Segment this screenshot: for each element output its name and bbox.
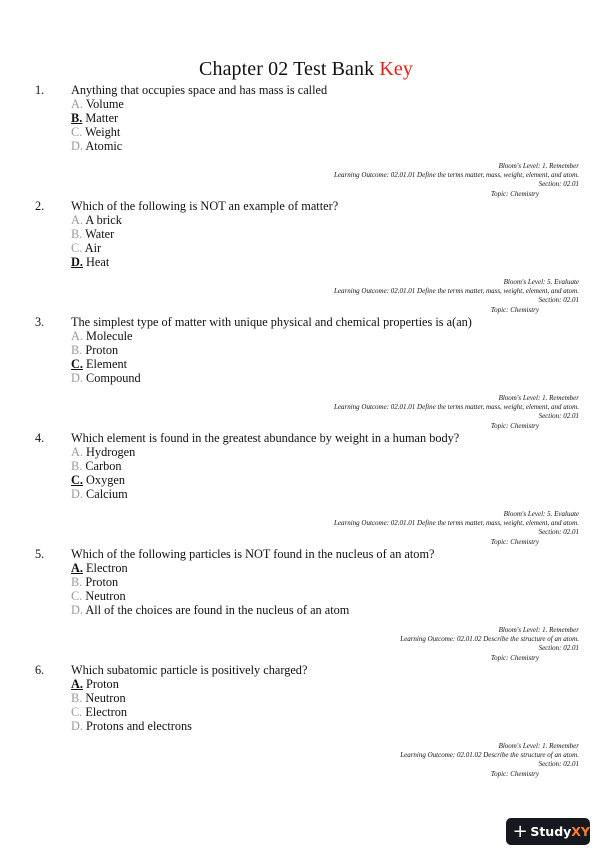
- learning-outcome: Learning Outcome: 02.01.01 Define the terms matter, mass, weight, element, and atom.: [334, 287, 579, 296]
- choice-text: Matter: [85, 111, 119, 125]
- topic-label: Topic: Chemistry: [490, 421, 539, 430]
- choice-letter: C.: [71, 705, 83, 719]
- brand-word-study: Study: [530, 824, 572, 839]
- question-metadata: [334, 510, 579, 547]
- topic-label: Topic: Chemistry: [490, 305, 539, 314]
- choice-text: Carbon: [85, 459, 122, 473]
- choice-text: Air: [84, 241, 102, 255]
- choice-text: Atomic: [85, 139, 123, 153]
- choice-letter: C.: [71, 241, 83, 255]
- question-stem: Anything that occupies space and has mass is called: [71, 83, 328, 97]
- choice-a: [71, 213, 122, 227]
- choice-letter: C.: [71, 589, 83, 603]
- choice-letter: A.: [71, 213, 83, 227]
- choice-a: [71, 677, 192, 691]
- choice-text: Protons and electrons: [86, 719, 192, 733]
- choice-letter: B.: [71, 459, 83, 473]
- choice-text: Neutron: [85, 589, 126, 603]
- choice-text: A brick: [85, 213, 122, 227]
- choice-text: Calcium: [86, 487, 128, 501]
- choice-letter: D.: [71, 255, 83, 269]
- choice-text: Proton: [86, 677, 119, 691]
- learning-outcome: Learning Outcome: 02.01.01 Define the terms matter, mass, weight, element, and atom.: [334, 519, 579, 528]
- section-label: Section: 02.01: [538, 528, 579, 537]
- title-main: Chapter 02 Test Bank: [199, 58, 375, 80]
- learning-outcome: Learning Outcome: 02.01.02 Describe the structure of an atom.: [400, 635, 579, 644]
- choice-letter: D.: [71, 603, 83, 617]
- choice-letter: D.: [71, 719, 83, 733]
- question-number: 2.: [35, 199, 45, 213]
- question-metadata: [400, 626, 579, 663]
- choice-text: Element: [86, 357, 128, 371]
- choice-d: [71, 139, 124, 153]
- page-title: [0, 57, 612, 81]
- topic-label: Topic: Chemistry: [490, 769, 539, 778]
- choice-list: [71, 97, 124, 153]
- choice-letter: D.: [71, 487, 83, 501]
- section-label: Section: 02.01: [538, 296, 579, 305]
- blooms-level: Bloom's Level: 1. Remember: [498, 394, 579, 402]
- choice-d: [71, 371, 141, 385]
- learning-outcome: Learning Outcome: 02.01.01 Define the terms matter, mass, weight, element, and atom.: [334, 171, 579, 180]
- choice-c: [71, 125, 124, 139]
- question-number: 6.: [35, 663, 45, 677]
- question-stem: The simplest type of matter with unique physical and chemical properties is a(an): [71, 315, 472, 329]
- choice-letter: B.: [71, 691, 83, 705]
- question-metadata: [334, 278, 579, 315]
- choice-text: Water: [85, 227, 115, 241]
- choice-text: Oxygen: [86, 473, 125, 487]
- choice-text: Heat: [86, 255, 110, 269]
- choice-d: [71, 603, 349, 617]
- question-stem: Which element is found in the greatest abundance by weight in a human body?: [71, 431, 460, 445]
- choice-text: Volume: [85, 97, 124, 111]
- question-number: 1.: [35, 83, 45, 97]
- choice-text: Compound: [86, 371, 141, 385]
- learning-outcome: Learning Outcome: 02.01.01 Define the terms matter, mass, weight, element, and atom.: [334, 403, 579, 412]
- question-number: 4.: [35, 431, 45, 445]
- choice-letter: B.: [71, 343, 83, 357]
- question-metadata: [400, 742, 579, 779]
- choice-b: [71, 111, 124, 125]
- choice-c: [71, 705, 192, 719]
- choice-text: Electron: [85, 705, 128, 719]
- brand-word-xy: XY: [571, 824, 590, 839]
- blooms-level: Bloom's Level: 5. Evaluate: [503, 278, 579, 286]
- choice-letter: A.: [71, 97, 83, 111]
- title-key: Key: [379, 58, 413, 80]
- choice-c: [71, 589, 349, 603]
- choice-list: [71, 445, 135, 501]
- choice-c: [71, 241, 122, 255]
- section-label: Section: 02.01: [538, 644, 579, 653]
- choice-text: All of the choices are found in the nucleus of an atom: [85, 603, 350, 617]
- choice-list: [71, 329, 141, 385]
- choice-c: [71, 357, 141, 371]
- choice-list: [71, 213, 122, 269]
- question-stem: Which subatomic particle is positively charged?: [71, 663, 308, 677]
- choice-letter: A.: [71, 445, 83, 459]
- choice-letter: C.: [71, 473, 83, 487]
- blooms-level: Bloom's Level: 5. Evaluate: [503, 510, 579, 518]
- blooms-level: Bloom's Level: 1. Remember: [498, 162, 579, 170]
- choice-text: Proton: [85, 343, 119, 357]
- blooms-level: Bloom's Level: 1. Remember: [498, 626, 579, 634]
- choice-text: Molecule: [86, 329, 133, 343]
- choice-a: [71, 561, 349, 575]
- choice-d: [71, 719, 192, 733]
- choice-letter: C.: [71, 357, 83, 371]
- choice-text: Proton: [85, 575, 119, 589]
- choice-text: Hydrogen: [86, 445, 136, 459]
- question-stem: Which of the following particles is NOT found in the nucleus of an atom?: [71, 547, 435, 561]
- section-label: Section: 02.01: [538, 180, 579, 189]
- choice-text: Weight: [85, 125, 121, 139]
- blooms-level: Bloom's Level: 1. Remember: [498, 742, 579, 750]
- choice-letter: A.: [71, 561, 83, 575]
- choice-a: [71, 445, 135, 459]
- choice-letter: C.: [71, 125, 83, 139]
- choice-a: [71, 329, 141, 343]
- choice-list: [71, 561, 349, 617]
- choice-text: Electron: [86, 561, 128, 575]
- question-metadata: [334, 162, 579, 199]
- choice-letter: B.: [71, 575, 83, 589]
- choice-a: [71, 97, 124, 111]
- choice-d: [71, 255, 122, 269]
- topic-label: Topic: Chemistry: [490, 653, 539, 662]
- choice-letter: D.: [71, 139, 83, 153]
- plus-icon: +: [512, 820, 528, 842]
- question-stem: Which of the following is NOT an example of matter?: [71, 199, 339, 213]
- choice-letter: B.: [71, 111, 83, 125]
- choice-letter: A.: [71, 329, 83, 343]
- section-label: Section: 02.01: [538, 760, 579, 769]
- choice-b: [71, 691, 192, 705]
- choice-text: Neutron: [85, 691, 126, 705]
- choice-d: [71, 487, 135, 501]
- choice-letter: A.: [71, 677, 83, 691]
- choice-list: [71, 677, 192, 733]
- choice-b: [71, 227, 122, 241]
- question-number: 5.: [35, 547, 45, 561]
- section-label: Section: 02.01: [538, 412, 579, 421]
- choice-c: [71, 473, 135, 487]
- question-number: 3.: [35, 315, 45, 329]
- choice-letter: D.: [71, 371, 83, 385]
- learning-outcome: Learning Outcome: 02.01.02 Describe the structure of an atom.: [400, 751, 579, 760]
- topic-label: Topic: Chemistry: [490, 537, 539, 546]
- studyxy-badge[interactable]: [506, 818, 590, 845]
- choice-b: [71, 459, 135, 473]
- choice-b: [71, 343, 141, 357]
- choice-letter: B.: [71, 227, 83, 241]
- question-metadata: [334, 394, 579, 431]
- topic-label: Topic: Chemistry: [490, 189, 539, 198]
- choice-b: [71, 575, 349, 589]
